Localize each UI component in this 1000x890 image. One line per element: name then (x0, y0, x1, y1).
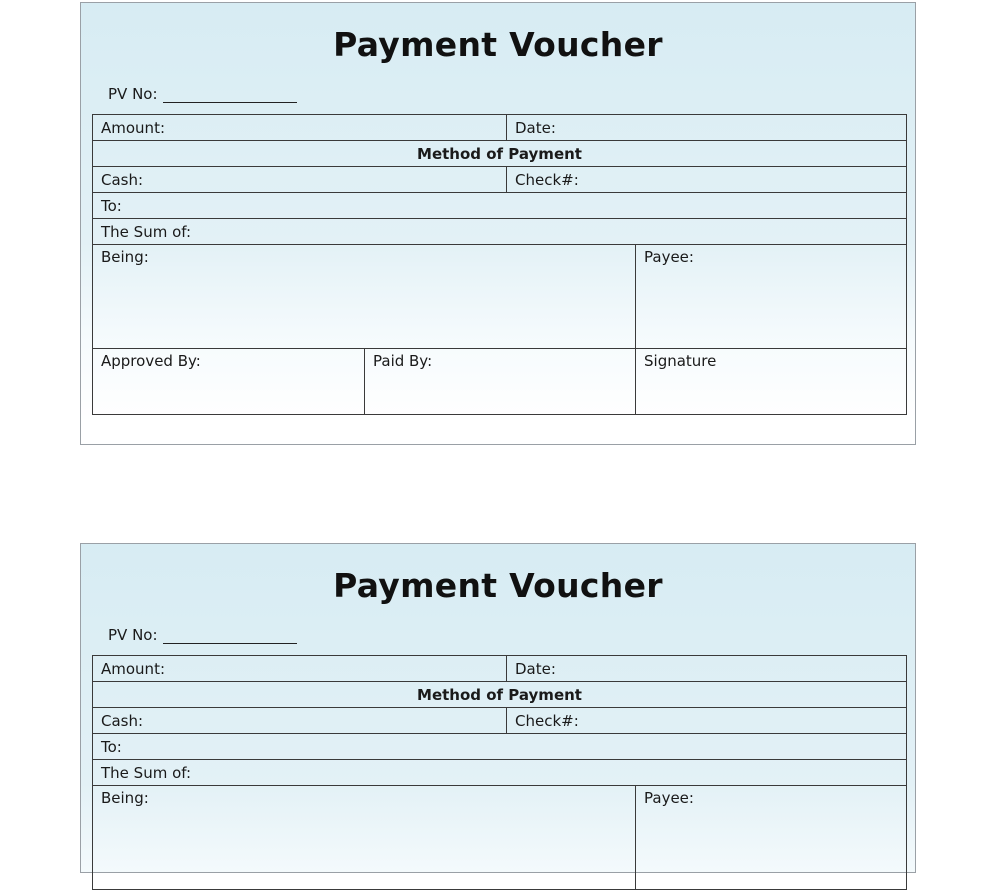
pv-number-field[interactable] (108, 85, 297, 103)
payee-cell[interactable]: Payee: (636, 786, 907, 890)
pv-label: PV No: (108, 626, 158, 644)
date-cell[interactable]: Date: (507, 656, 907, 682)
being-cell[interactable]: Being: (93, 245, 636, 349)
voucher-title: Payment Voucher (333, 566, 663, 605)
to-cell[interactable]: To: (93, 193, 907, 219)
amount-cell[interactable]: Amount: (93, 115, 507, 141)
pv-number-blank-line[interactable] (163, 86, 297, 103)
voucher-form-table (92, 114, 907, 415)
voucher-title: Payment Voucher (333, 25, 663, 64)
method-of-payment-heading: Method of Payment (93, 682, 907, 708)
date-cell[interactable]: Date: (507, 115, 907, 141)
voucher-form-table (92, 655, 907, 890)
cash-cell[interactable]: Cash: (93, 167, 507, 193)
sum-of-cell[interactable]: The Sum of: (93, 760, 907, 786)
pv-number-blank-line[interactable] (163, 627, 297, 644)
being-cell[interactable]: Being: (93, 786, 636, 890)
pv-number-field[interactable] (108, 626, 297, 644)
cash-cell[interactable]: Cash: (93, 708, 507, 734)
paid-by-cell[interactable]: Paid By: (365, 349, 636, 415)
check-number-cell[interactable]: Check#: (507, 167, 907, 193)
approved-by-cell[interactable]: Approved By: (93, 349, 365, 415)
to-cell[interactable]: To: (93, 734, 907, 760)
amount-cell[interactable]: Amount: (93, 656, 507, 682)
method-of-payment-heading: Method of Payment (93, 141, 907, 167)
payee-cell[interactable]: Payee: (636, 245, 907, 349)
payment-voucher-2 (80, 543, 916, 873)
signature-cell[interactable]: Signature (636, 349, 907, 415)
pv-label: PV No: (108, 85, 158, 103)
payment-voucher-1 (80, 2, 916, 445)
check-number-cell[interactable]: Check#: (507, 708, 907, 734)
sum-of-cell[interactable]: The Sum of: (93, 219, 907, 245)
